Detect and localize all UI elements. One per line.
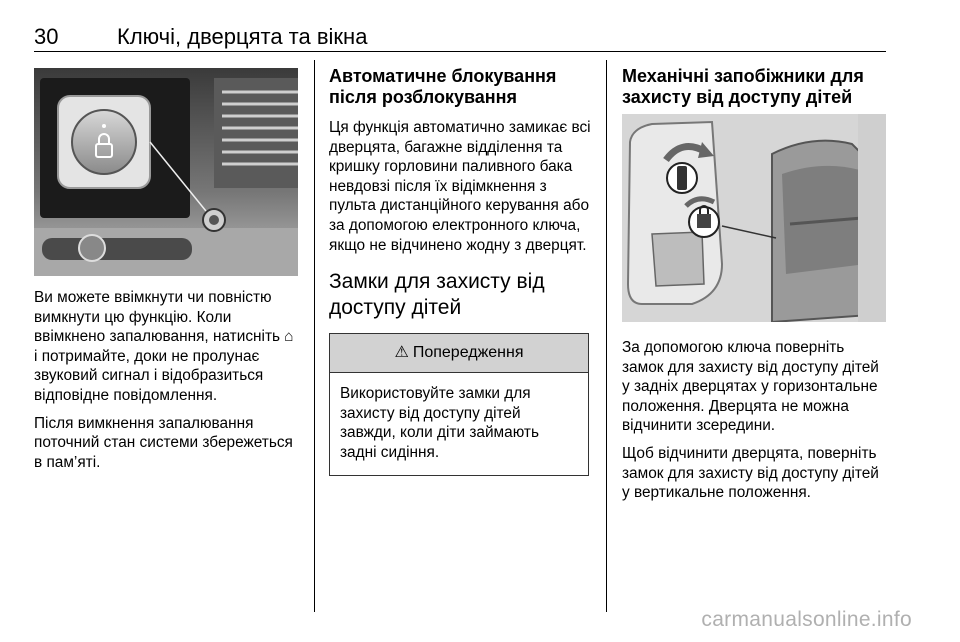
watermark: carmanualsonline.info bbox=[701, 608, 912, 631]
section-subheading: Автоматичне блокування після розблокування bbox=[329, 66, 557, 107]
warning-text: Використовуйте замки для захисту від доступу дітей завжди, коли діти займають задні сидіння. bbox=[340, 385, 539, 461]
paragraph: Ця функція автоматично замикає всі дверцята, багажне відділення та кришку горловини паливного бака невдовзі після їх відімкнення з пульта дистанційного керування або за допомогою електронного ключа, якщо не відчинено жодну з дверцят. bbox=[329, 119, 591, 254]
page-number: 30 bbox=[34, 24, 59, 49]
page-title: Ключі, дверцята та вікна bbox=[117, 24, 368, 49]
paragraph: Ви можете ввімкнути чи повністю вимкнути цю функцію. Коли ввімкнено запалювання, натисніть ⌂ і потримайте, доки не пролунає звуковий сигнал і відобразиться відповідне повідомлення. bbox=[34, 289, 294, 404]
warning-box bbox=[329, 333, 589, 475]
paragraph: Щоб відчинити дверцята, поверніть замок для захисту від доступу дітей у вертикальне положення. bbox=[622, 444, 879, 502]
section-subheading: Механічні запобіжники для захисту від доступу дітей bbox=[622, 66, 864, 107]
column-1 bbox=[34, 288, 300, 480]
column-2 bbox=[329, 66, 597, 476]
column-divider-1 bbox=[314, 60, 315, 612]
section-heading: Замки для захисту від доступу дітей bbox=[329, 270, 545, 320]
illustration-spacer bbox=[622, 118, 890, 338]
paragraph: За допомогою ключа поверніть замок для захисту від доступу дітей у задніх дверцятах у горизонтальне положення. Дверцята не можна відчинити зсередини. bbox=[622, 339, 879, 435]
warning-triangle-icon: ⚠ bbox=[394, 344, 409, 362]
column-divider-2 bbox=[606, 60, 607, 612]
dashboard-lock-button-illustration bbox=[34, 68, 298, 276]
paragraph: Після вимкнення запалювання поточний стан системи збережеться в пам’яті. bbox=[34, 414, 293, 471]
warning-header bbox=[330, 334, 588, 373]
header-rule bbox=[34, 51, 886, 52]
column-3 bbox=[622, 66, 890, 511]
warning-title: Попередження bbox=[412, 344, 524, 362]
